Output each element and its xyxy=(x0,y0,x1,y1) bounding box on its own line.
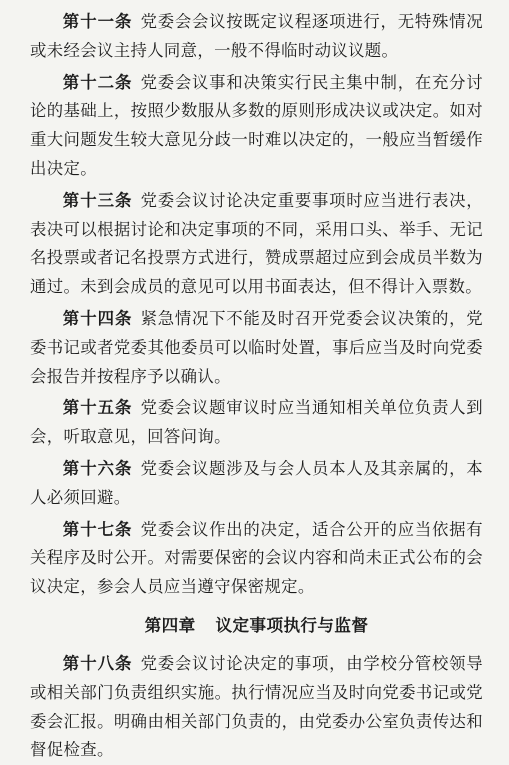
article-11 xyxy=(30,8,483,66)
article-16 xyxy=(30,455,483,513)
article-18 xyxy=(30,650,483,765)
article-text: 党委会议讨论决定的事项，由学校分管校领导或相关部门负责组织实施。执行情况应当及时向党委书记或党委会汇报。明确由相关部门负责的，由党委办公室负责传达和督促检查。 xyxy=(30,653,484,760)
article-14 xyxy=(30,305,483,391)
chapter-heading xyxy=(30,612,483,640)
article-12 xyxy=(30,69,483,184)
article-text: 紧急情况下不能及时召开党委会议决策的，党委书记或者党委其他委员可以临时处置，事后应当及时向党委会报告并按程序予以确认。 xyxy=(30,308,484,386)
article-number: 第十七条 xyxy=(62,519,133,539)
article-number: 第十二条 xyxy=(62,72,133,92)
chapter-title: 议定事项执行与监督 xyxy=(215,615,369,635)
article-text: 党委会议作出的决定，适合公开的应当依据有关程序及时公开。对需要保密的会议内容和尚未正式公布的会议决定，参会人员应当遵守保密规定。 xyxy=(30,519,484,597)
article-number: 第十六条 xyxy=(62,458,133,478)
article-13 xyxy=(30,187,483,302)
article-17 xyxy=(30,516,483,602)
article-number: 第十八条 xyxy=(62,653,133,673)
article-15 xyxy=(30,394,483,452)
article-number: 第十五条 xyxy=(62,398,133,418)
article-text: 党委会议题涉及与会人员本人及其亲属的，本人必须回避。 xyxy=(30,458,484,507)
article-text: 党委会议题审议时应当通知相关单位负责人到会，听取意见，回答问询。 xyxy=(30,398,484,447)
article-number: 第十一条 xyxy=(62,12,133,31)
article-text: 党委会议事和决策实行民主集中制，在充分讨论的基础上，按照少数服从多数的原则形成决议或决定。如对重大问题发生较大意见分歧一时难以决定的，一般应当暂缓作出决定。 xyxy=(30,72,484,178)
article-number: 第十三条 xyxy=(62,190,133,210)
article-number: 第十四条 xyxy=(62,308,133,328)
article-text: 党委会议讨论决定重要事项时应当进行表决，表决可以根据讨论和决定事项的不同，采用口头、举手、无记名投票或者记名投票方式进行，赞成票超过应到会成员半数为通过。未到会成员的意见可以用书面表达，但不得计入票数。 xyxy=(30,190,484,297)
article-text: 党委会会议按既定议程逐项进行，无特殊情况或未经会议主持人同意，一般不得临时动议议题。 xyxy=(30,12,484,60)
chapter-number: 第四章 xyxy=(144,615,196,635)
